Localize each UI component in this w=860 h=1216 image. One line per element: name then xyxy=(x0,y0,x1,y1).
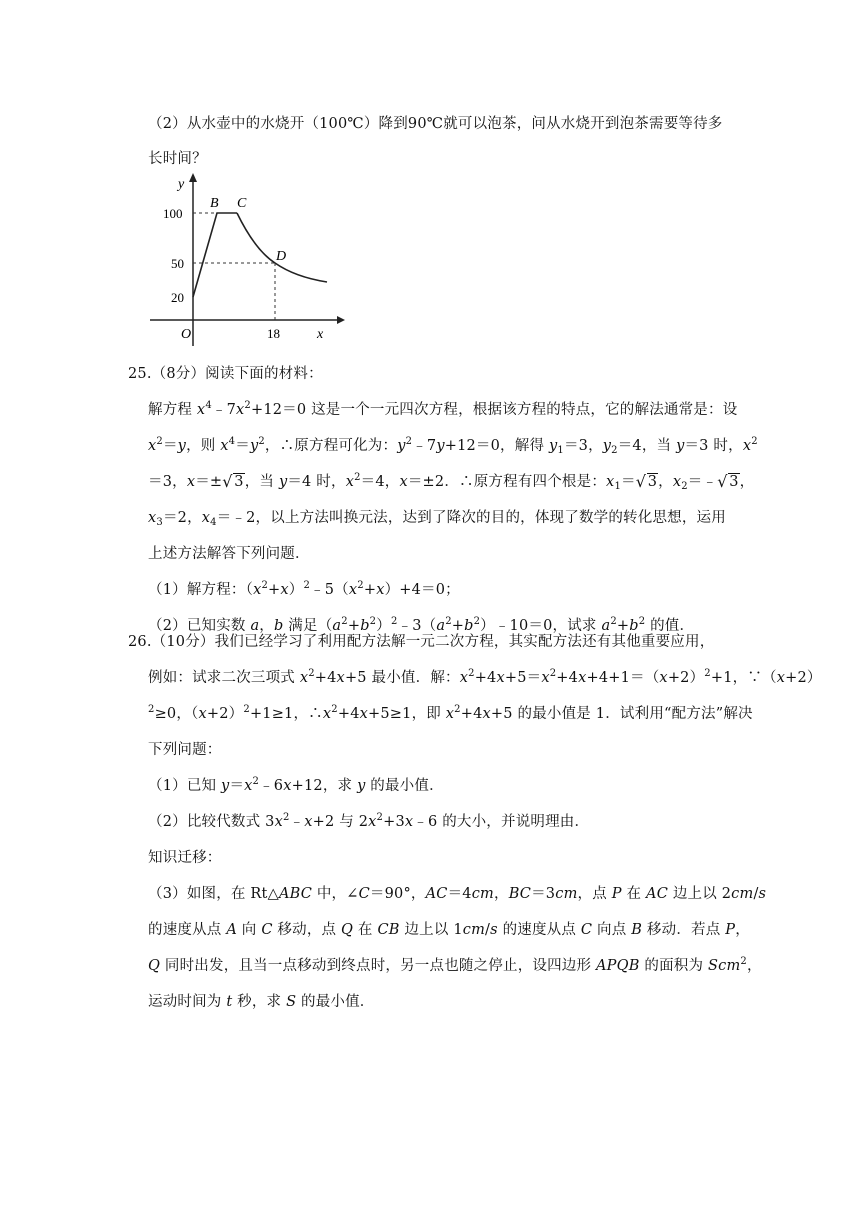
cooling-curve xyxy=(237,213,327,282)
q26-line4: 下列问题： xyxy=(148,742,222,758)
q26-line3: $^2$≥0，$(x+2)^2+1\ge 1$，$\therefore x^2+4x+5\ge 1$，即 $x^2+4x+5$ 的最小值是 1．试利用“配方法”解决 xyxy=(148,704,753,722)
heating-line xyxy=(193,213,237,297)
y-axis-arrow xyxy=(189,173,197,182)
temperature-graph xyxy=(145,170,345,350)
y-tick-20: 20 xyxy=(171,290,184,305)
q25-sub2: （2）已知实数 a，b 满足$(a^2+b^2)^2﹣3(a^2+b^2)﹣10=0$，试求 $a^2+b^2$ 的值． xyxy=(148,616,695,634)
y-tick-50: 50 xyxy=(171,256,184,271)
q25-line3: ＝3，x＝±√ 3，当 y＝4 时，$x^2=4$，x＝±2．∴原方程有四个根是：$x_1=√$ 3，$x_2=﹣√$ 3， xyxy=(148,470,754,491)
q26-sub2: （2）比较代数式 $3x^2﹣x+2$ 与 $2x^2+3x﹣6$ 的大小，并说明理由． xyxy=(148,812,590,830)
q26-sub3-line1: （3）如图，在 Rt△ABC 中，∠C＝90°，AC＝4cm，BC＝3cm，点 P 在 AC 边上以 2cm/s xyxy=(148,886,767,902)
q26-transfer-heading: 知识迁移： xyxy=(148,850,222,866)
q26-sub1: （1）已知 $y=x^2﹣6x+12$，求 y 的最小值． xyxy=(148,776,444,794)
q26-sub3-line4: 运动时间为 t 秒，求 S 的最小值． xyxy=(148,994,375,1010)
q24-part2-line1: （2）从水壶中的水烧开（100℃）降到90℃就可以泡茶，问从水烧开到泡茶需要等待多 xyxy=(148,116,723,132)
q24-part2-line2: 长时间？ xyxy=(148,151,207,167)
q25-header: 25.（8分）阅读下面的材料： xyxy=(128,366,323,382)
q26-sub3-line3: Q 同时出发，且当一点移动到终点时，另一点也随之停止，设四边形 APQB 的面积为 Scm$^2$， xyxy=(148,956,762,974)
x-axis-label: x xyxy=(317,327,324,342)
x-axis-arrow xyxy=(337,316,345,324)
q25-sub1: （1）解方程：$(x^2+x)^2﹣5(x^2+x)+4=0$； xyxy=(148,580,460,598)
origin-label: O xyxy=(181,327,192,342)
y-tick-100: 100 xyxy=(163,206,183,221)
q26-header: 26.（10分）我们已经学习了利用配方法解一元二次方程，其实配方法还有其他重要应用， xyxy=(128,634,715,650)
x-tick-18: 18 xyxy=(267,326,280,341)
y-axis-label: y xyxy=(178,177,185,192)
q26-sub3-line2: 的速度从点 A 向 C 移动，点 Q 在 CB 边上以 1cm/s 的速度从点 C 向点 B 移动．若点 P， xyxy=(148,922,750,938)
q25-line1: 解方程 $x^4﹣7x^2+12=0$ 这是一个一元四次方程，根据该方程的特点，它的解法通常是：设 xyxy=(148,400,738,418)
point-c-label: C xyxy=(237,196,247,211)
q26-line2: 例如：试求二次三项式 $x^2+4x+5$ 最小值．解：$x^2+4x+5=x^2+4x+4+1=(x+2)^2+1$，∵（x+2） xyxy=(148,668,822,686)
q25-line4: $x_3=2$，$x_4=﹣2$，以上方法叫换元法，达到了降次的目的，体现了数学的转化思想，运用 xyxy=(148,510,726,528)
q25-line2: $x^2=y$，则 $x^4=y^2$，∴原方程可化为：$y^2﹣7y+12=0$，解得 $y_1=3$，$y_2=4$，当 y＝3 时，$x^2$ xyxy=(148,436,758,456)
point-d-label: D xyxy=(276,249,287,264)
point-b-label: B xyxy=(210,196,219,211)
q25-line5: 上述方法解答下列问题． xyxy=(148,546,310,562)
